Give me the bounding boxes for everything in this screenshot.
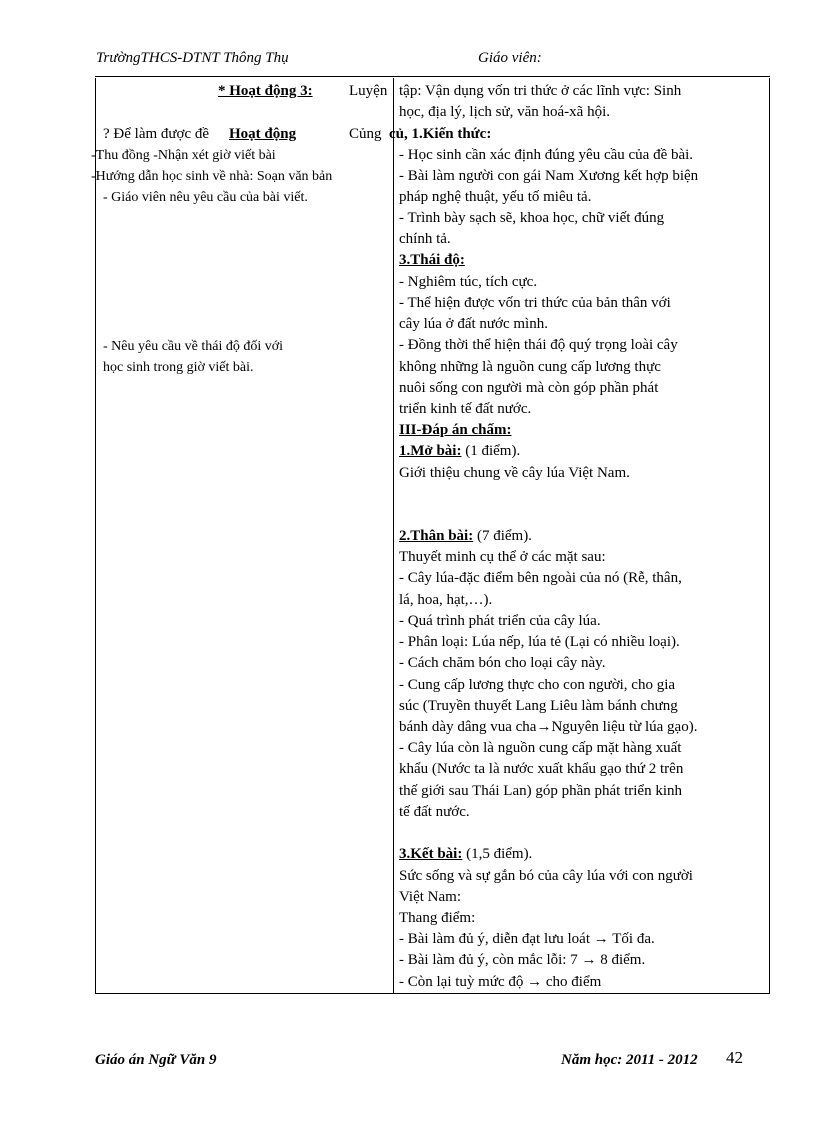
right-line-16: triển kinh tế đất nước. — [399, 401, 532, 417]
right-line-30: - Cây lúa còn là nguồn cung cấp mặt hàng xuất — [399, 740, 682, 756]
right-line-11: - Thể hiện được vốn tri thức của bản thân với — [399, 295, 671, 311]
right-line-24: - Quá trình phát triển của cây lúa. — [399, 613, 601, 629]
activity-heading: * Hoạt động 3: — [218, 83, 313, 99]
right-line-29: bánh dày dâng vua cha→Nguyên liệu từ lúa gạo). — [399, 719, 698, 735]
left-line-2a: ? Để làm được đề — [103, 126, 210, 142]
right-line-36: Việt Nam: — [399, 889, 461, 905]
right-line-12: cây lúa ở đất nước mình. — [399, 316, 548, 332]
right-line-32: thế giới sau Thái Lan) góp phần phát triển kinh — [399, 783, 683, 799]
right-line-33: tế đất nước. — [399, 804, 470, 820]
right-line-28: súc (Truyền thuyết Lang Liêu làm bánh chưng — [399, 698, 678, 714]
left-line-2c: Củng — [349, 126, 382, 142]
right-line-31: khẩu (Nước ta là nước xuất khẩu gạo thứ 2 trên — [399, 761, 684, 777]
activity-heading-cont: Luyện — [349, 83, 388, 99]
right-line-8: chính tả. — [399, 231, 451, 247]
right-line-7: - Trình bày sạch sẽ, khoa học, chữ viết đúng — [399, 210, 665, 226]
right-line-25: - Phân loại: Lúa nếp, lúa tẻ (Lại có nhiều loại). — [399, 634, 680, 650]
right-line-27: - Cung cấp lương thực cho con người, cho gia — [399, 677, 676, 693]
header-teacher: Giáo viên: — [478, 50, 542, 66]
right-line-26: - Cách chăm bón cho loại cây này. — [399, 655, 606, 671]
right-line-5: - Bài làm người con gái Nam Xương kết hợp biện — [399, 168, 699, 184]
right-line-13: - Đồng thời thể hiện thái độ quý trọng loài cây — [399, 337, 678, 353]
right-line-40: - Còn lại tuỳ mức độ → cho điểm — [399, 974, 602, 990]
body-heading: 2.Thân bài: (7 điểm). — [399, 528, 532, 544]
right-line-38: - Bài làm đủ ý, diễn đạt lưu loát → Tối đa. — [399, 931, 655, 947]
intro-heading: 1.Mở bài: (1 điểm). — [399, 443, 521, 459]
footer-year: Năm học: 2011 - 2012 — [561, 1052, 698, 1068]
right-line-1: tập: Vận dụng vốn tri thức ở các lĩnh vực: Sinh — [399, 83, 682, 99]
attitude-heading: 3.Thái độ: — [399, 252, 465, 268]
right-line-15: nuôi sống con người mà còn góp phần phát — [399, 380, 659, 396]
right-line-19: Giới thiệu chung về cây lúa Việt Nam. — [399, 465, 630, 481]
right-line-14: không những là nguồn cung cấp lương thực — [399, 359, 661, 375]
footer-subject: Giáo án Ngữ Văn 9 — [95, 1052, 217, 1068]
right-line-21: Thuyết minh cụ thể ở các mặt sau: — [399, 549, 606, 565]
left-line-4: -Hướng dẫn học sinh về nhà: Soạn văn bản — [91, 169, 333, 184]
left-line-6: - Nêu yêu cầu về thái độ đối với — [103, 339, 284, 354]
answer-key-heading: III-Đáp án chấm: — [399, 422, 512, 438]
right-line-23: lá, hoa, hạt,…). — [399, 592, 493, 608]
page-number: 42 — [726, 1048, 743, 1067]
right-line-37: Thang điểm: — [399, 910, 476, 926]
header-school: TrườngTHCS-DTNT Thông Thụ — [96, 50, 289, 66]
right-line-39: - Bài làm đủ ý, còn mắc lỗi: 7 → 8 điểm. — [399, 952, 646, 968]
right-line-4: - Học sinh cần xác định đúng yêu cầu của đề bài. — [399, 147, 694, 163]
right-knowledge-heading: củ, 1.Kiến thức: — [389, 126, 492, 142]
header-rule — [95, 76, 770, 77]
conclusion-heading: 3.Kết bài: (1,5 điểm). — [399, 846, 533, 862]
lesson-table — [91, 78, 770, 994]
left-line-5: - Giáo viên nêu yêu cầu của bài viết. — [103, 190, 308, 205]
left-line-2b: Hoạt động — [229, 126, 297, 142]
left-line-3: -Thu đồng -Nhận xét giờ viết bài — [91, 148, 276, 163]
right-line-10: - Nghiêm túc, tích cực. — [399, 274, 538, 290]
left-line-7: học sinh trong giờ viết bài. — [103, 360, 254, 375]
right-line-2: học, địa lý, lịch sử, văn hoá-xã hội. — [399, 104, 610, 120]
right-line-6: pháp nghệ thuật, yếu tố miêu tả. — [399, 189, 592, 205]
right-line-22: - Cây lúa-đặc điểm bên ngoài của nó (Rễ, thân, — [399, 570, 682, 586]
column-divider — [393, 78, 394, 993]
right-line-35: Sức sống và sự gắn bó của cây lúa với con người — [399, 868, 693, 884]
